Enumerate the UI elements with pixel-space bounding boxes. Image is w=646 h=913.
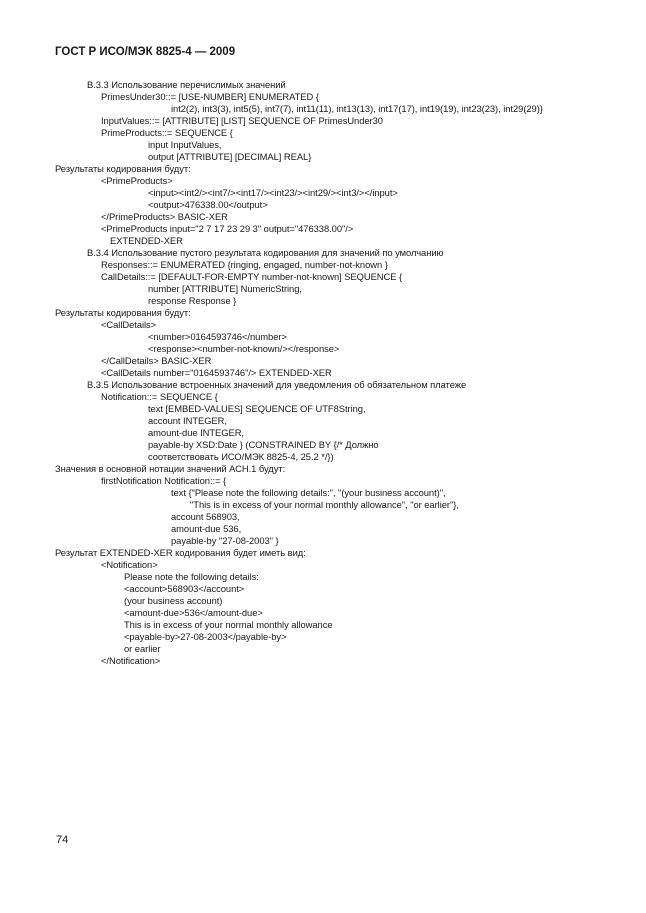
text-line: <CallDetails> [101, 319, 157, 330]
text-line: PrimeProducts::= SEQUENCE { [101, 127, 233, 138]
text-line: Результаты кодирования будут: [55, 163, 191, 174]
text-line: "This is in excess of your normal monthly allowance", "or earlier"}, [190, 499, 459, 510]
text-line: <account>568903</account> [124, 583, 245, 594]
text-line: </PrimeProducts> BASIC-XER [101, 211, 228, 222]
text-line: input InputValues, [148, 139, 222, 150]
document-header: ГОСТ Р ИСО/МЭК 8825-4 — 2009 [55, 46, 236, 58]
text-line: <payable-by>27-08-2003</payable-by> [124, 631, 287, 642]
text-line: B.3.5 Использование встроенных значений для уведомления об обязательном платеже [87, 379, 467, 390]
text-line: InputValues::= [ATTRIBUTE] [LIST] SEQUENCE OF PrimesUnder30 [101, 115, 383, 126]
text-line: number [ATTRIBUTE] NumericString, [148, 283, 302, 294]
text-line: amount-due 536, [171, 523, 242, 534]
text-line: text {"Please note the following details:", "(your business account)", [171, 487, 446, 498]
text-line: payable-by "27-08-2003" } [171, 535, 279, 546]
text-line: PrimesUnder30::= [USE-NUMBER] ENUMERATED { [101, 91, 319, 102]
text-line: amount-due INTEGER, [148, 427, 244, 438]
text-line: Результат EXTENDED-XER кодирования будет иметь вид: [55, 547, 306, 558]
text-line: text [EMBED-VALUES] SEQUENCE OF UTF8String, [148, 403, 366, 414]
text-line: int2(2), int3(3), int5(5), int7(7), int11(11), int13(13), int17(17), int19(19), int23(23), int29(29)} [171, 103, 543, 114]
text-line: </CallDetails> BASIC-XER [101, 355, 212, 366]
text-line: <number>0164593746</number> [148, 331, 287, 342]
text-line: B.3.4 Использование пустого результата кодирования для значений по умолчанию [87, 247, 444, 258]
text-line: CallDetails::= [DEFAULT-FOR-EMPTY number-not-known] SEQUENCE { [101, 271, 403, 282]
text-line: соответствовать ИСО/МЭК 8825-4, 25.2 */}) [148, 451, 334, 462]
text-line: EXTENDED-XER [110, 235, 183, 246]
text-line: <response><number-not-known/></response> [148, 343, 340, 354]
text-line: Please note the following details: [124, 571, 259, 582]
page-number: 74 [56, 834, 69, 846]
text-line: Responses::= ENUMERATED {ringing, engaged, number-not-known } [101, 259, 388, 270]
text-line: This is in excess of your normal monthly allowance [124, 619, 333, 630]
text-line: output [ATTRIBUTE] [DECIMAL] REAL} [148, 151, 312, 162]
text-line: <input><int2/><int7/><int17/><int23/><int29/><int3/></input> [148, 187, 398, 198]
text-line: <output>476338.00</output> [148, 199, 268, 210]
text-line: payable-by XSD:Date } (CONSTRAINED BY {/* Должно [148, 439, 379, 450]
text-line: <Notification> [101, 559, 158, 570]
text-line: account 568903, [171, 511, 240, 522]
text-line: B.3.3 Использование перечислимых значений [87, 79, 286, 90]
text-line: <PrimeProducts> [101, 175, 173, 186]
text-line: <amount-due>536</amount-due> [124, 607, 263, 618]
text-line: account INTEGER, [148, 415, 227, 426]
text-line: response Response } [148, 295, 237, 306]
text-line: </Notification> [101, 655, 161, 666]
text-line: (your business account) [124, 595, 223, 606]
text-line: Значения в основной нотации значений АСН.1 будут: [55, 463, 286, 474]
text-line: firstNotification Notification::= { [101, 475, 227, 486]
text-line: <CallDetails number="0164593746"/> EXTENDED-XER [101, 367, 332, 378]
text-line: <PrimeProducts input="2 7 17 23 29 3" output="476338.00"/> [101, 223, 354, 234]
document-body [0, 79, 646, 667]
text-line: or earlier [124, 643, 161, 654]
text-line: Notification::= SEQUENCE { [101, 391, 218, 402]
text-line: Результаты кодирования будут: [55, 307, 191, 318]
